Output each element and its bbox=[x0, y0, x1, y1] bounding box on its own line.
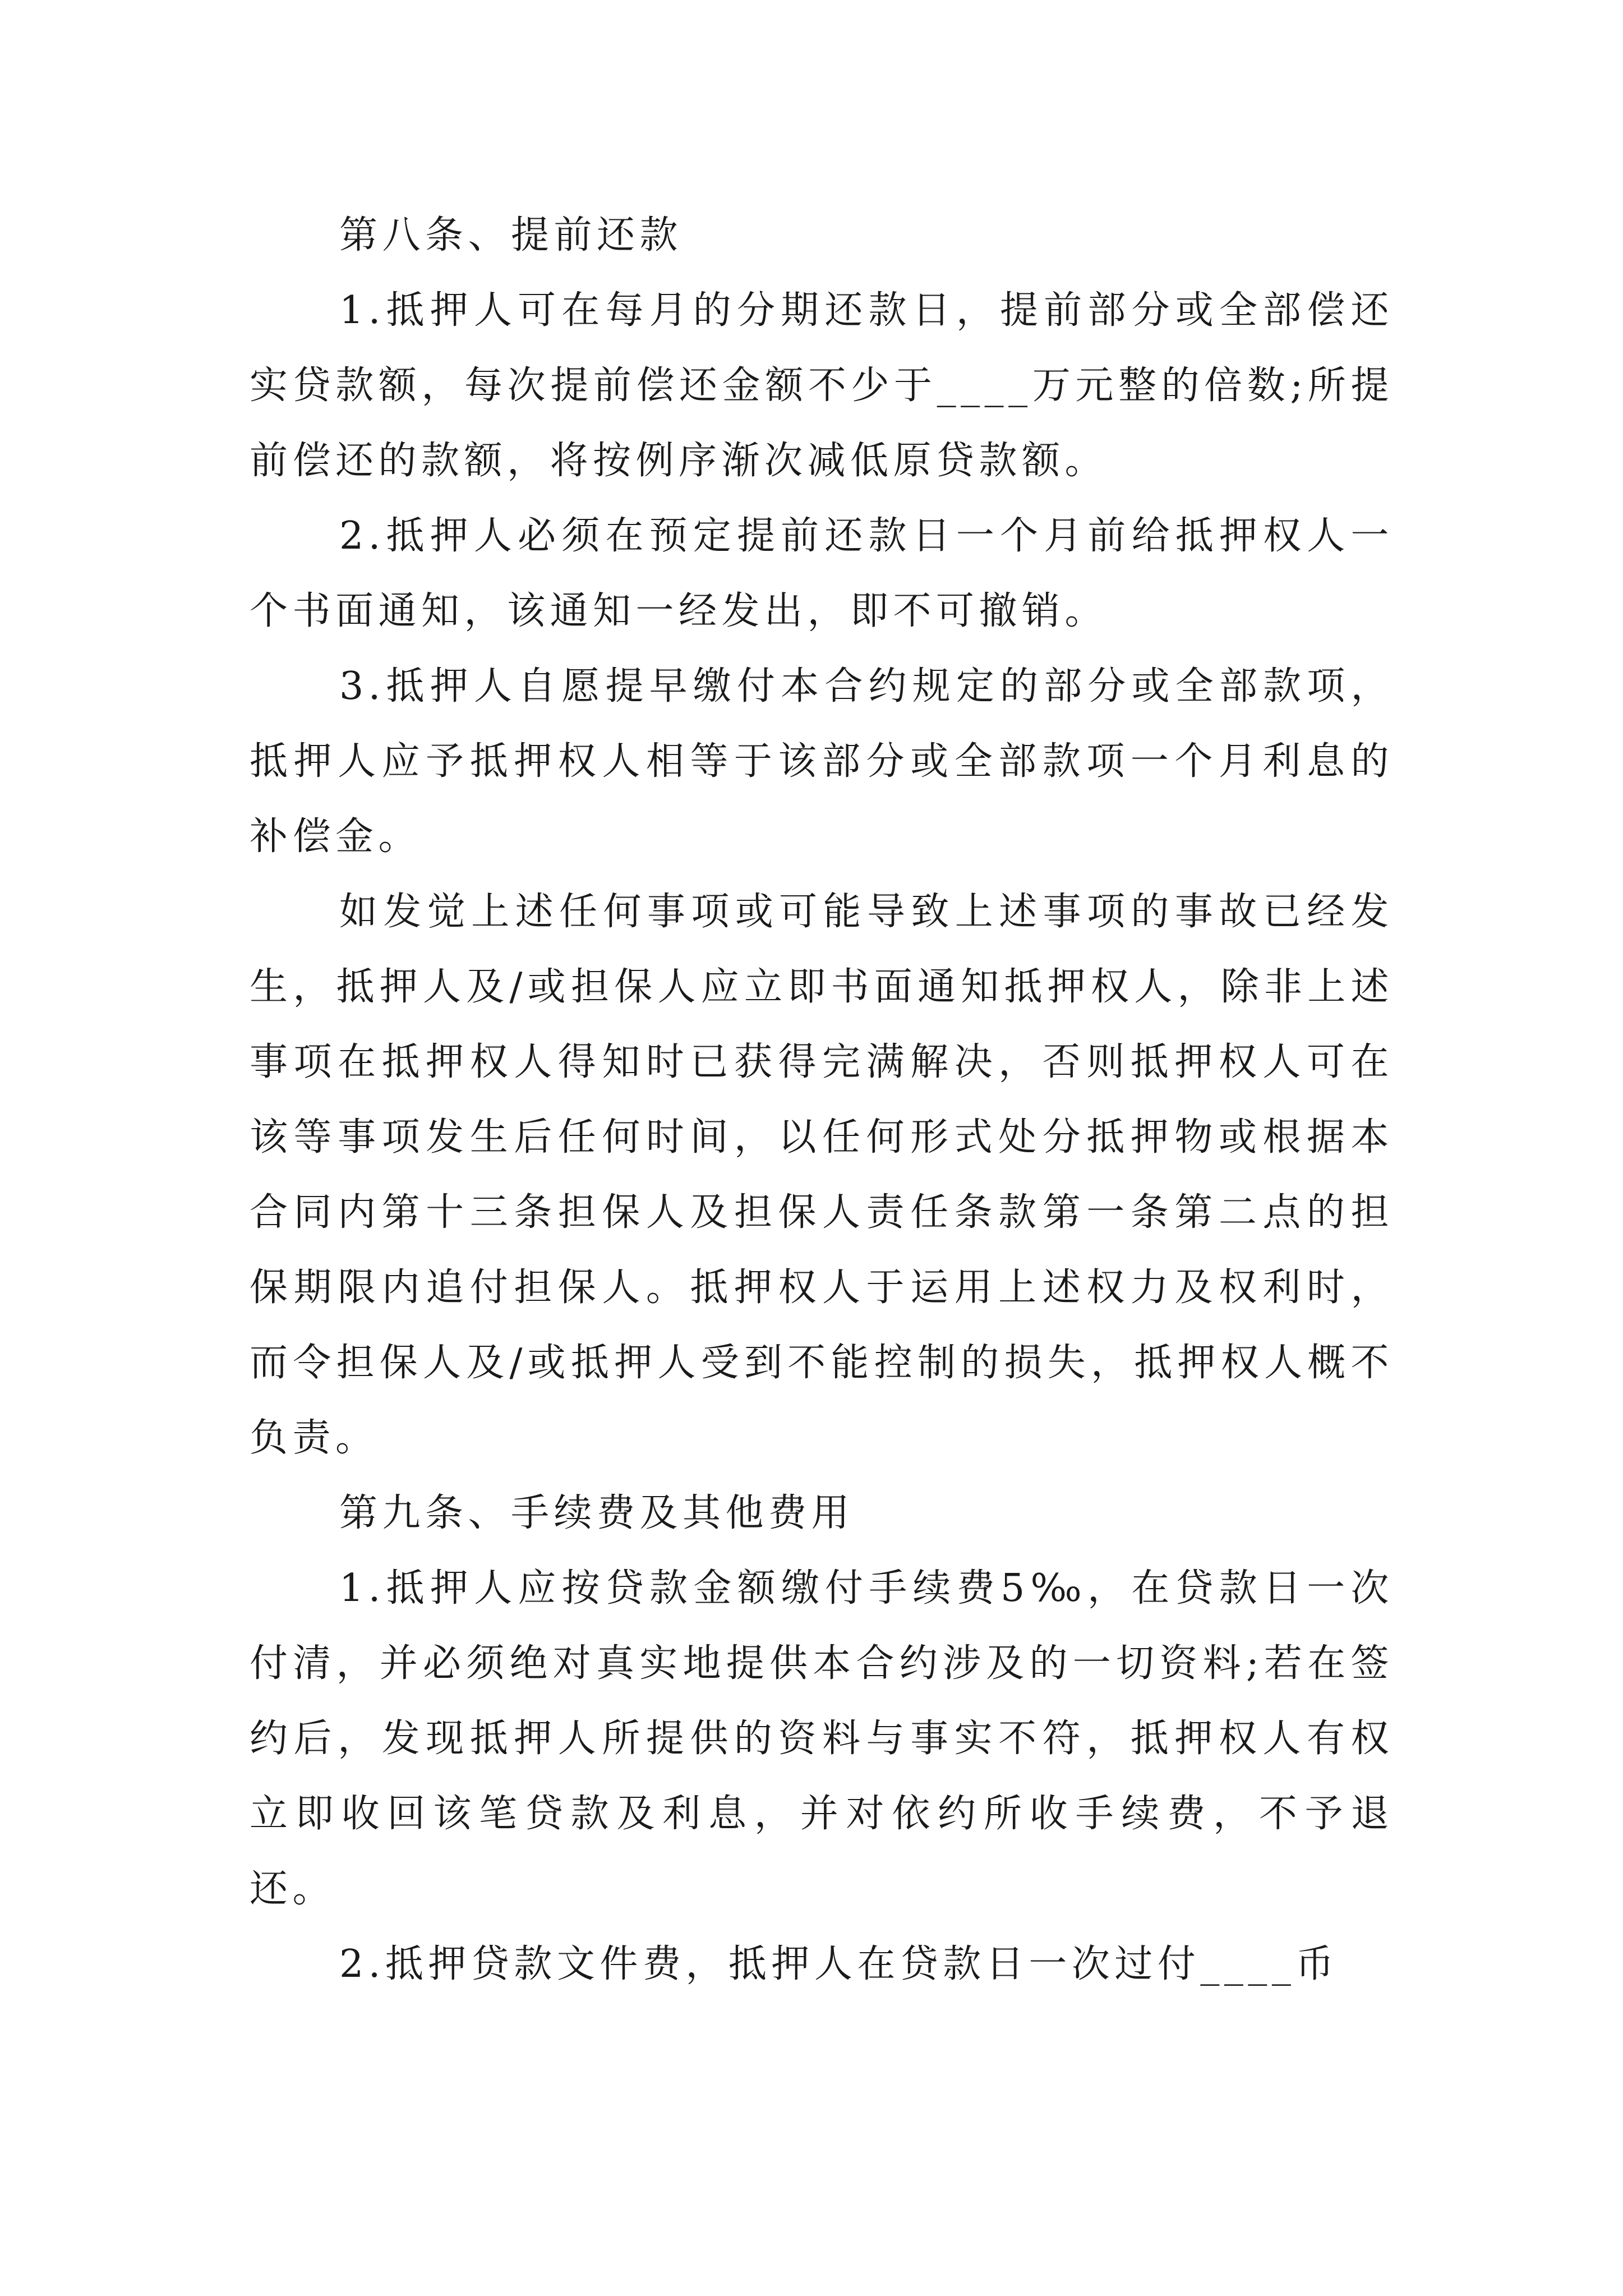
article-9-heading: 第九条、手续费及其他费用 bbox=[339, 1491, 855, 1535]
article-8-clause-3: 3.抵押人自愿提早缴付本合约规定的部分或全部款项，抵押人应予抵押权人相等于该部分或全部款项一个月利息的补偿金。 bbox=[250, 664, 1394, 859]
article-8-heading: 第八条、提前还款 bbox=[339, 213, 683, 257]
article-9-clause-1: 1.抵押人应按贷款金额缴付手续费5‰，在贷款日一次付清，并必须绝对真实地提供本合约涉及的一切资料;若在签约后，发现抵押人所提供的资料与事实不符，抵押权人有权立即收回该笔贷款及利息，并对依约所收手续费，不予退还。 bbox=[250, 1566, 1394, 1911]
default-remedy-paragraph: 如发觉上述任何事项或可能导致上述事项的事故已经发生，抵押人及/或担保人应立即书面通知抵押权人，除非上述事项在抵押权人得知时已获得完满解决，否则抵押权人可在该等事项发生后任何时间，以任何形式处分抵押物或根据本合同内第十三条担保人及担保人责任条款第一条第二点的担保期限内追付担保人。抵押权人于运用上述权力及权利时，而令担保人及/或抵押人受到不能控制的损失，抵押权人概不负责。 bbox=[250, 890, 1394, 1460]
article-8-clause-2: 2.抵押人必须在预定提前还款日一个月前给抵押权人一个书面通知，该通知一经发出，即不可撤销。 bbox=[250, 514, 1394, 633]
article-9-clause-2: 2.抵押贷款文件费，抵押人在贷款日一次过付____币 bbox=[339, 1942, 1339, 1986]
document-body bbox=[250, 198, 1394, 2002]
article-8-clause-1: 1.抵押人可在每月的分期还款日，提前部分或全部偿还实贷款额，每次提前偿还金额不少于____万元整的倍数;所提前偿还的款额，将按例序渐次减低原贷款额。 bbox=[250, 288, 1394, 483]
